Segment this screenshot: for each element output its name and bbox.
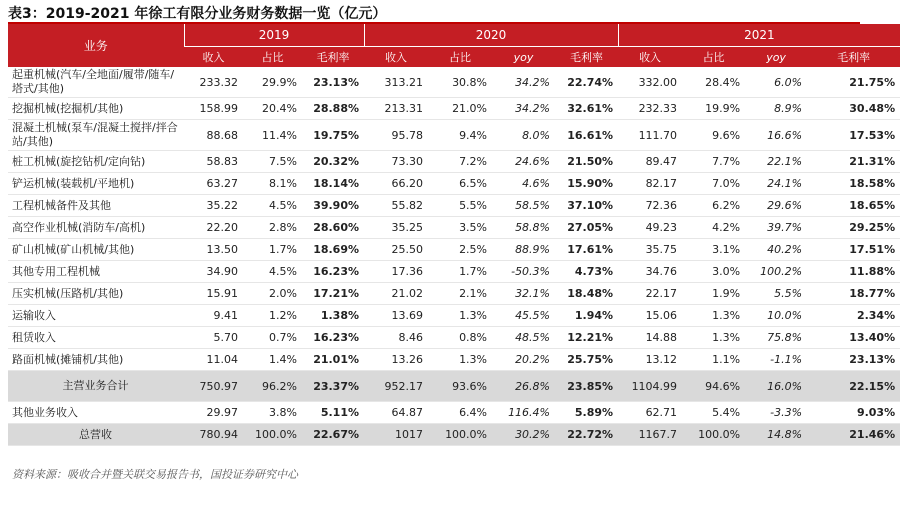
margin-2019-cell: 16.23% [302, 261, 364, 283]
yoy-2021-cell: 16.6% [745, 120, 807, 151]
business-name-cell: 挖掘机械(挖掘机/其他) [8, 98, 184, 120]
header-share: 占比 [243, 47, 302, 68]
margin-2019-cell: 1.38% [302, 305, 364, 327]
table-row [8, 195, 900, 217]
margin-2021-cell: 9.03% [807, 402, 900, 424]
revenue-2020-cell: 17.36 [364, 261, 428, 283]
revenue-2021-cell: 14.88 [618, 327, 682, 349]
revenue-2019-cell: 35.22 [184, 195, 243, 217]
yoy-2021-cell: 10.0% [745, 305, 807, 327]
share-2021-cell: 1.3% [682, 327, 745, 349]
margin-2019-cell: 5.11% [302, 402, 364, 424]
revenue-2019-cell: 158.99 [184, 98, 243, 120]
yoy-2021-cell: 22.1% [745, 151, 807, 173]
revenue-2021-cell: 15.06 [618, 305, 682, 327]
share-2019-cell: 4.5% [243, 261, 302, 283]
table-row [8, 67, 900, 98]
share-2020-cell: 1.3% [428, 349, 492, 371]
revenue-2021-cell: 232.33 [618, 98, 682, 120]
share-2020-cell: 0.8% [428, 327, 492, 349]
revenue-2019-cell: 750.97 [184, 371, 243, 402]
margin-2019-cell: 18.69% [302, 239, 364, 261]
revenue-2019-cell: 233.32 [184, 67, 243, 98]
margin-2020-cell: 17.61% [555, 239, 618, 261]
table-row [8, 217, 900, 239]
revenue-2021-cell: 34.76 [618, 261, 682, 283]
share-2020-cell: 3.5% [428, 217, 492, 239]
share-2020-cell: 2.1% [428, 283, 492, 305]
margin-2021-cell: 29.25% [807, 217, 900, 239]
share-2020-cell: 30.8% [428, 67, 492, 98]
margin-2021-cell: 30.48% [807, 98, 900, 120]
yoy-2021-cell: -1.1% [745, 349, 807, 371]
header-revenue: 收入 [364, 47, 428, 68]
margin-2020-cell: 4.73% [555, 261, 618, 283]
table-row [8, 424, 900, 446]
revenue-2021-cell: 72.36 [618, 195, 682, 217]
share-2020-cell: 7.2% [428, 151, 492, 173]
revenue-2019-cell: 29.97 [184, 402, 243, 424]
margin-2021-cell: 17.51% [807, 239, 900, 261]
business-name-cell: 起重机械(汽车/全地面/履带/随车/塔式/其他) [8, 67, 184, 98]
yoy-2020-cell: 34.2% [492, 67, 555, 98]
yoy-2020-cell: 88.9% [492, 239, 555, 261]
business-name-cell: 路面机械(摊铺机/其他) [8, 349, 184, 371]
share-2020-cell: 93.6% [428, 371, 492, 402]
margin-2020-cell: 12.21% [555, 327, 618, 349]
yoy-2021-cell: 8.9% [745, 98, 807, 120]
header-year-2019: 2019 [184, 24, 364, 47]
revenue-2020-cell: 313.21 [364, 67, 428, 98]
revenue-2020-cell: 55.82 [364, 195, 428, 217]
revenue-2020-cell: 13.26 [364, 349, 428, 371]
revenue-2020-cell: 35.25 [364, 217, 428, 239]
margin-2019-cell: 22.67% [302, 424, 364, 446]
share-2019-cell: 1.7% [243, 239, 302, 261]
yoy-2020-cell: 45.5% [492, 305, 555, 327]
revenue-2020-cell: 64.87 [364, 402, 428, 424]
yoy-2020-cell: 48.5% [492, 327, 555, 349]
business-name-cell: 高空作业机械(消防车/高机) [8, 217, 184, 239]
share-2021-cell: 5.4% [682, 402, 745, 424]
yoy-2021-cell: 100.2% [745, 261, 807, 283]
margin-2021-cell: 17.53% [807, 120, 900, 151]
revenue-2021-cell: 82.17 [618, 173, 682, 195]
revenue-2020-cell: 8.46 [364, 327, 428, 349]
revenue-2019-cell: 34.90 [184, 261, 243, 283]
margin-2020-cell: 37.10% [555, 195, 618, 217]
margin-2019-cell: 16.23% [302, 327, 364, 349]
margin-2020-cell: 32.61% [555, 98, 618, 120]
margin-2020-cell: 15.90% [555, 173, 618, 195]
share-2021-cell: 3.1% [682, 239, 745, 261]
table-row [8, 327, 900, 349]
header-share: 占比 [428, 47, 492, 68]
table-row [8, 151, 900, 173]
share-2020-cell: 2.5% [428, 239, 492, 261]
revenue-2020-cell: 66.20 [364, 173, 428, 195]
yoy-2021-cell: 14.8% [745, 424, 807, 446]
revenue-2019-cell: 22.20 [184, 217, 243, 239]
share-2020-cell: 1.3% [428, 305, 492, 327]
business-name-cell: 总营收 [8, 424, 184, 446]
table-row [8, 98, 900, 120]
yoy-2021-cell: 5.5% [745, 283, 807, 305]
margin-2021-cell: 21.46% [807, 424, 900, 446]
margin-2020-cell: 23.85% [555, 371, 618, 402]
header-revenue: 收入 [184, 47, 243, 68]
revenue-2020-cell: 1017 [364, 424, 428, 446]
share-2021-cell: 1.3% [682, 305, 745, 327]
margin-2021-cell: 21.31% [807, 151, 900, 173]
share-2021-cell: 7.0% [682, 173, 745, 195]
header-margin: 毛利率 [302, 47, 364, 68]
margin-2021-cell: 18.58% [807, 173, 900, 195]
share-2019-cell: 1.2% [243, 305, 302, 327]
yoy-2021-cell: 75.8% [745, 327, 807, 349]
header-yoy: yoy [492, 47, 555, 68]
revenue-2021-cell: 111.70 [618, 120, 682, 151]
margin-2020-cell: 22.72% [555, 424, 618, 446]
table-title: 表3：2019-2021 年徐工有限分业务财务数据一览（亿元） [8, 6, 387, 22]
header-margin: 毛利率 [807, 47, 900, 68]
share-2021-cell: 28.4% [682, 67, 745, 98]
header-revenue: 收入 [618, 47, 682, 68]
share-2019-cell: 7.5% [243, 151, 302, 173]
margin-2020-cell: 18.48% [555, 283, 618, 305]
yoy-2020-cell: -50.3% [492, 261, 555, 283]
yoy-2020-cell: 32.1% [492, 283, 555, 305]
yoy-2021-cell: -3.3% [745, 402, 807, 424]
yoy-2021-cell: 40.2% [745, 239, 807, 261]
share-2021-cell: 19.9% [682, 98, 745, 120]
business-name-cell: 运输收入 [8, 305, 184, 327]
share-2020-cell: 9.4% [428, 120, 492, 151]
table-row [8, 261, 900, 283]
share-2019-cell: 2.8% [243, 217, 302, 239]
yoy-2020-cell: 8.0% [492, 120, 555, 151]
revenue-2021-cell: 62.71 [618, 402, 682, 424]
share-2020-cell: 6.4% [428, 402, 492, 424]
margin-2020-cell: 25.75% [555, 349, 618, 371]
margin-2021-cell: 23.13% [807, 349, 900, 371]
margin-2019-cell: 21.01% [302, 349, 364, 371]
share-2020-cell: 100.0% [428, 424, 492, 446]
revenue-2020-cell: 13.69 [364, 305, 428, 327]
table-row [8, 120, 900, 151]
share-2020-cell: 5.5% [428, 195, 492, 217]
yoy-2020-cell: 58.8% [492, 217, 555, 239]
business-name-cell: 租赁收入 [8, 327, 184, 349]
margin-2021-cell: 13.40% [807, 327, 900, 349]
margin-2019-cell: 23.37% [302, 371, 364, 402]
header-yoy: yoy [745, 47, 807, 68]
share-2020-cell: 6.5% [428, 173, 492, 195]
revenue-2019-cell: 9.41 [184, 305, 243, 327]
share-2019-cell: 20.4% [243, 98, 302, 120]
share-2019-cell: 0.7% [243, 327, 302, 349]
margin-2020-cell: 5.89% [555, 402, 618, 424]
yoy-2020-cell: 24.6% [492, 151, 555, 173]
margin-2019-cell: 20.32% [302, 151, 364, 173]
margin-2019-cell: 19.75% [302, 120, 364, 151]
margin-2021-cell: 18.77% [807, 283, 900, 305]
header-year-2020: 2020 [364, 24, 618, 47]
share-2021-cell: 6.2% [682, 195, 745, 217]
margin-2021-cell: 2.34% [807, 305, 900, 327]
margin-2021-cell: 18.65% [807, 195, 900, 217]
margin-2020-cell: 22.74% [555, 67, 618, 98]
revenue-2019-cell: 5.70 [184, 327, 243, 349]
share-2021-cell: 1.1% [682, 349, 745, 371]
share-2021-cell: 3.0% [682, 261, 745, 283]
margin-2019-cell: 28.88% [302, 98, 364, 120]
yoy-2020-cell: 116.4% [492, 402, 555, 424]
share-2019-cell: 11.4% [243, 120, 302, 151]
table-row [8, 349, 900, 371]
revenue-2021-cell: 49.23 [618, 217, 682, 239]
revenue-2019-cell: 58.83 [184, 151, 243, 173]
yoy-2020-cell: 34.2% [492, 98, 555, 120]
share-2021-cell: 9.6% [682, 120, 745, 151]
business-name-cell: 其他业务收入 [8, 402, 184, 424]
share-2019-cell: 4.5% [243, 195, 302, 217]
share-2021-cell: 4.2% [682, 217, 745, 239]
business-name-cell: 铲运机械(装载机/平地机) [8, 173, 184, 195]
margin-2020-cell: 16.61% [555, 120, 618, 151]
margin-2021-cell: 11.88% [807, 261, 900, 283]
revenue-2019-cell: 63.27 [184, 173, 243, 195]
table-row [8, 283, 900, 305]
yoy-2021-cell: 24.1% [745, 173, 807, 195]
yoy-2021-cell: 39.7% [745, 217, 807, 239]
yoy-2021-cell: 16.0% [745, 371, 807, 402]
share-2019-cell: 8.1% [243, 173, 302, 195]
revenue-2020-cell: 25.50 [364, 239, 428, 261]
margin-2019-cell: 23.13% [302, 67, 364, 98]
share-2019-cell: 1.4% [243, 349, 302, 371]
margin-2021-cell: 22.15% [807, 371, 900, 402]
share-2020-cell: 21.0% [428, 98, 492, 120]
financial-table [8, 24, 900, 446]
business-name-cell: 混凝土机械(泵车/混凝土搅拌/拌合站/其他) [8, 120, 184, 151]
revenue-2019-cell: 11.04 [184, 349, 243, 371]
revenue-2020-cell: 952.17 [364, 371, 428, 402]
revenue-2021-cell: 22.17 [618, 283, 682, 305]
revenue-2019-cell: 88.68 [184, 120, 243, 151]
revenue-2020-cell: 95.78 [364, 120, 428, 151]
business-name-cell: 工程机械备件及其他 [8, 195, 184, 217]
margin-2019-cell: 17.21% [302, 283, 364, 305]
yoy-2020-cell: 58.5% [492, 195, 555, 217]
share-2020-cell: 1.7% [428, 261, 492, 283]
margin-2019-cell: 18.14% [302, 173, 364, 195]
revenue-2021-cell: 35.75 [618, 239, 682, 261]
share-2019-cell: 100.0% [243, 424, 302, 446]
header-business: 业务 [8, 24, 184, 67]
revenue-2019-cell: 13.50 [184, 239, 243, 261]
business-name-cell: 压实机械(压路机/其他) [8, 283, 184, 305]
table-row [8, 173, 900, 195]
margin-2020-cell: 1.94% [555, 305, 618, 327]
revenue-2021-cell: 1167.7 [618, 424, 682, 446]
revenue-2021-cell: 13.12 [618, 349, 682, 371]
header-margin: 毛利率 [555, 47, 618, 68]
revenue-2020-cell: 21.02 [364, 283, 428, 305]
yoy-2021-cell: 6.0% [745, 67, 807, 98]
share-2021-cell: 7.7% [682, 151, 745, 173]
share-2021-cell: 94.6% [682, 371, 745, 402]
margin-2021-cell: 21.75% [807, 67, 900, 98]
share-2019-cell: 96.2% [243, 371, 302, 402]
table-body [8, 67, 900, 446]
yoy-2020-cell: 30.2% [492, 424, 555, 446]
table-row [8, 305, 900, 327]
margin-2020-cell: 21.50% [555, 151, 618, 173]
share-2019-cell: 29.9% [243, 67, 302, 98]
yoy-2020-cell: 4.6% [492, 173, 555, 195]
share-2019-cell: 3.8% [243, 402, 302, 424]
revenue-2021-cell: 89.47 [618, 151, 682, 173]
revenue-2020-cell: 73.30 [364, 151, 428, 173]
share-2021-cell: 1.9% [682, 283, 745, 305]
revenue-2021-cell: 332.00 [618, 67, 682, 98]
table-row [8, 239, 900, 261]
header-share: 占比 [682, 47, 745, 68]
revenue-2019-cell: 15.91 [184, 283, 243, 305]
margin-2020-cell: 27.05% [555, 217, 618, 239]
business-name-cell: 其他专用工程机械 [8, 261, 184, 283]
yoy-2020-cell: 20.2% [492, 349, 555, 371]
margin-2019-cell: 28.60% [302, 217, 364, 239]
table-row [8, 371, 900, 402]
business-name-cell: 矿山机械(矿山机械/其他) [8, 239, 184, 261]
business-name-cell: 主营业务合计 [8, 371, 184, 402]
source-note: 资料来源：吸收合并暨关联交易报告书，国投证券研究中心 [12, 468, 298, 481]
header-year-2021: 2021 [618, 24, 900, 47]
revenue-2019-cell: 780.94 [184, 424, 243, 446]
revenue-2021-cell: 1104.99 [618, 371, 682, 402]
business-name-cell: 桩工机械(旋挖钻机/定向钻) [8, 151, 184, 173]
margin-2019-cell: 39.90% [302, 195, 364, 217]
share-2019-cell: 2.0% [243, 283, 302, 305]
yoy-2021-cell: 29.6% [745, 195, 807, 217]
revenue-2020-cell: 213.31 [364, 98, 428, 120]
yoy-2020-cell: 26.8% [492, 371, 555, 402]
table-row [8, 402, 900, 424]
share-2021-cell: 100.0% [682, 424, 745, 446]
